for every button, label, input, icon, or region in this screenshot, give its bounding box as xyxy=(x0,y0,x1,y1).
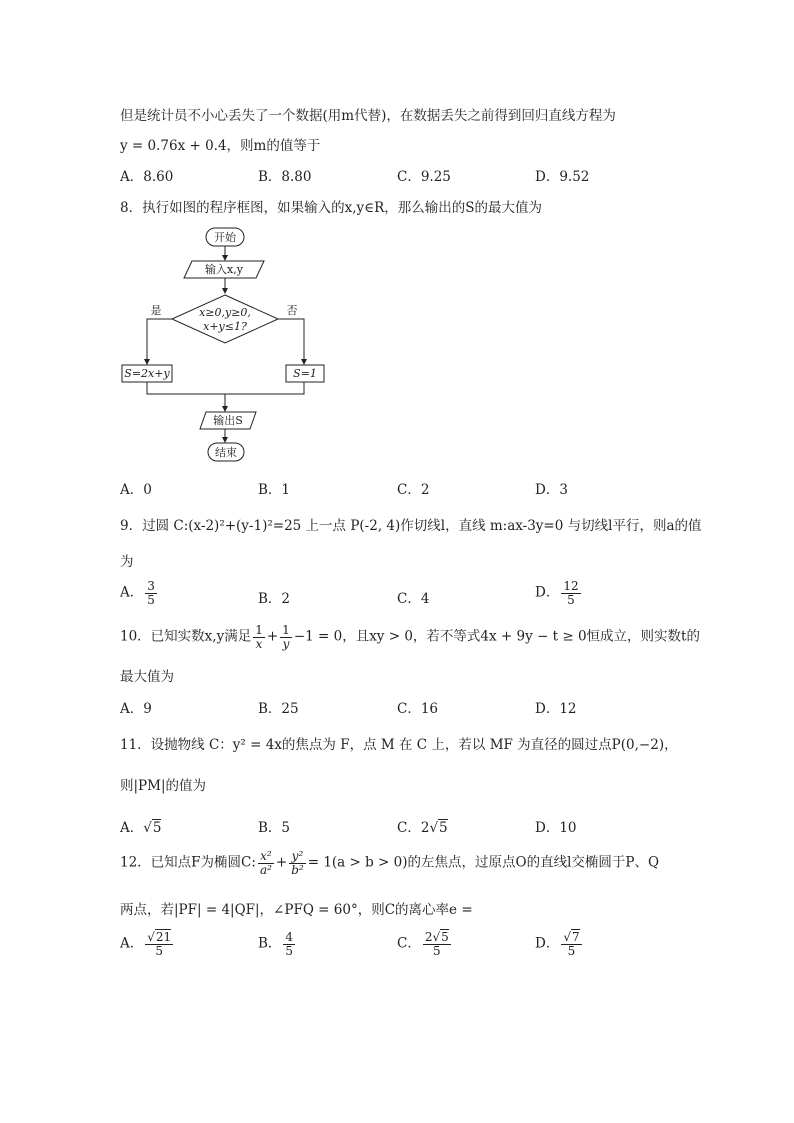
q12-prefix: 12．已知点F为椭圆C: xyxy=(120,854,256,871)
q11-option-a-label: A． xyxy=(120,820,144,836)
q8-option-a: A．0 xyxy=(120,482,152,498)
q10-stem: 10．已知实数x,y满足 $\frac{1}{x}$ + $\frac{1}{y}$ −1 = 0，且xy > 0，若不等式4x + 9y − t ≥ 0恒成立，则实数t的 xyxy=(120,623,700,651)
q12-suffix: = 1(a > b > 0)的左焦点，过原点O的直线l交椭圆于P、Q xyxy=(307,854,660,871)
q9-stem: 9．过圆 C:(x-2)²+(y-1)²=25 上一点 P(-2, 4)作切线l，直线 m:ax-3y=0 与切线l平行，则a的值 xyxy=(120,518,702,534)
q9-option-d xyxy=(535,580,583,606)
q12-option-b xyxy=(258,931,297,957)
q7-option-b: B．8.80 xyxy=(258,169,312,185)
q12-option-a-radicand: 21 xyxy=(155,930,172,944)
q11-option-c: C．2√5 xyxy=(397,820,448,836)
q11-option-b: B．5 xyxy=(258,820,291,836)
q9-option-d-num: 12 xyxy=(563,579,579,593)
q7-option-d: D．9.52 xyxy=(535,169,590,185)
q12-option-b-den: 5 xyxy=(285,943,294,958)
q12-f1-den: a² xyxy=(259,862,272,877)
q11-option-a: A．√5 xyxy=(120,820,162,836)
q9-option-a-den: 5 xyxy=(147,592,155,607)
flow-input-label: 输入x,y xyxy=(205,263,243,276)
q12-option-a: A． $\frac{√21}{5}$ xyxy=(120,930,172,958)
q10-line2: 最大值为 xyxy=(120,669,174,685)
flow-start-label: 开始 xyxy=(214,231,236,244)
q10-frac1-num: 1 xyxy=(255,623,263,637)
flow-cond-line2: x+y≤1? xyxy=(203,320,247,333)
q9-stem-cont: 为 xyxy=(120,554,134,570)
q8-option-b: B．1 xyxy=(258,482,291,498)
q11-line2: 则|PM|的值为 xyxy=(120,778,207,794)
flow-no-label: 否 xyxy=(286,304,298,317)
q9-option-a-label: A． xyxy=(120,584,144,601)
q10-frac2-den: y xyxy=(282,636,290,651)
q7-option-a: A．8.60 xyxy=(120,169,174,185)
q12-option-d-label: D． xyxy=(535,935,560,952)
q7-line1: 但是统计员不小心丢失了一个数据(用m代替)，在数据丢失之前得到回归直线方程为 xyxy=(120,108,616,124)
q12-option-c-den: 5 xyxy=(432,943,441,958)
q10-option-d: D．12 xyxy=(535,701,577,717)
q12-option-b-num: 4 xyxy=(285,930,294,944)
q12-f2-num: y² xyxy=(289,850,306,864)
q10-frac1-den: x xyxy=(255,636,263,651)
q10-option-b: B．25 xyxy=(258,701,299,717)
q11-option-c-coef: 2 xyxy=(420,820,430,836)
flow-right-box-label: S=1 xyxy=(293,367,317,380)
flow-output-label: 输出S xyxy=(213,414,243,427)
q12-option-d-radicand: 7 xyxy=(571,930,580,944)
q11-stem: 11．设抛物线 C：y² = 4x的焦点为 F，点 M 在 C 上，若以 MF 为直径的圆过点P(0,−2)， xyxy=(120,737,678,753)
q7-option-c: C．9.25 xyxy=(397,169,451,185)
q11-option-d: D．10 xyxy=(535,820,577,836)
q7-line2: y = 0.76x + 0.4，则m的值等于 xyxy=(120,138,321,154)
q12-line2: 两点，若|PF| = 4|QF|，∠PFQ = 60°，则C的离心率e = xyxy=(120,902,473,918)
q9-option-d-den: 5 xyxy=(567,592,575,607)
q12-option-d-den: 5 xyxy=(567,943,576,958)
q9-option-a xyxy=(120,580,159,606)
q12-option-a-den: 5 xyxy=(155,943,164,958)
q10-middle: −1 = 0，且xy > 0，若不等式4x + 9y − t ≥ 0恒成立，则实数t的 xyxy=(293,628,700,645)
q12-stem: 12．已知点F为椭圆C: $\frac{\text{x²}}{\text{a²}}$ + $\frac{\text{y²}}{\text{b²}}$ = 1(a > b > 0)的左焦点，过原点O的直线l交椭圆于P、Q xyxy=(120,849,660,877)
q10-option-c: C．16 xyxy=(397,701,439,717)
q9-option-c: C．4 xyxy=(397,591,430,607)
q9-option-a-num: 3 xyxy=(147,579,155,593)
flow-yes-label: 是 xyxy=(150,304,162,317)
flow-left-box-label: S=2x+y xyxy=(124,367,170,380)
flow-decision-node xyxy=(172,295,278,343)
q12-option-c-coef: 2 xyxy=(424,930,433,944)
q8-option-c: C．2 xyxy=(397,482,430,498)
q8-stem: 8．执行如图的程序框图，如果输入的x,y∈R，那么输出的S的最大值为 xyxy=(120,200,543,216)
q8-option-d: D．3 xyxy=(535,482,568,498)
q12-option-c-label: C． xyxy=(397,935,421,952)
flow-end-label: 结束 xyxy=(215,446,237,459)
q12-option-d: D． $\frac{√7}{5}$ xyxy=(535,930,580,958)
q9-option-d-label: D． xyxy=(535,584,560,601)
q11-option-c-label: C． xyxy=(397,820,421,836)
q12-option-b-label: B． xyxy=(258,935,282,952)
q11-option-a-radicand: 5 xyxy=(152,820,162,836)
q12-f2-den: b² xyxy=(291,862,304,877)
q12-f1-num: x² xyxy=(258,850,274,864)
q12-option-c-radicand: 5 xyxy=(441,930,449,944)
q11-option-c-radicand: 5 xyxy=(439,820,448,836)
q10-prefix: 10．已知实数x,y满足 xyxy=(120,628,252,645)
flow-cond-line1: x≥0,y≥0, xyxy=(199,306,251,319)
q9-option-b: B．2 xyxy=(258,591,291,607)
q12-option-a-label: A． xyxy=(120,935,144,952)
q10-frac2-num: 1 xyxy=(282,623,290,637)
q10-option-a: A．9 xyxy=(120,701,152,717)
q12-option-c: C． $\frac{2√5}{5}$ xyxy=(397,930,449,958)
flowchart xyxy=(110,222,340,472)
